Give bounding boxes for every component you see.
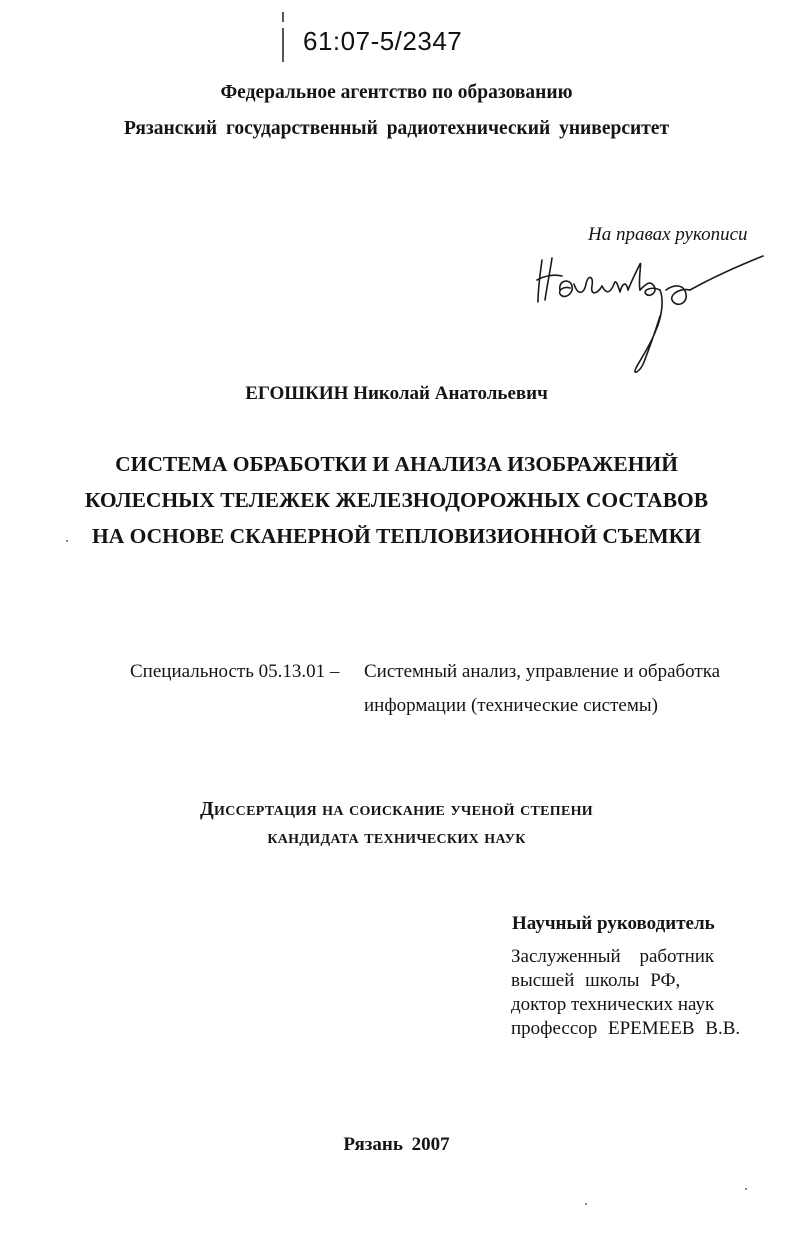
author-signature (528, 250, 778, 380)
manuscript-rights: На правах рукописи (588, 224, 748, 245)
specialty-name: Системный анализ, управление и обработка (364, 661, 721, 682)
scan-mark (282, 28, 284, 62)
catalog-number: 61:07-5/2347 (303, 26, 463, 56)
scan-speck (745, 1188, 747, 1190)
supervisor-detail: доктор технических наук (511, 994, 715, 1015)
scan-mark (282, 12, 284, 22)
thesis-title-line: СИСТЕМА ОБРАБОТКИ И АНАЛИЗА ИЗОБРАЖЕНИЙ (115, 452, 678, 476)
author-name: ЕГОШКИН Николай Анатольевич (245, 383, 548, 404)
specialty-code: Специальность 05.13.01 – (130, 661, 340, 682)
agency-name: Федеральное агентство по образованию (220, 82, 573, 103)
degree-statement: кандидата технических наук (267, 826, 526, 848)
thesis-title-line: НА ОСНОВЕ СКАНЕРНОЙ ТЕПЛОВИЗИОННОЙ СЪЕМКИ (92, 524, 701, 548)
degree-statement: Диссертация на соискание ученой степени (200, 798, 593, 820)
city-year: Рязань 2007 (343, 1134, 450, 1155)
supervisor-detail: Заслуженный работник (511, 946, 715, 967)
specialty-name: информации (технические системы) (364, 695, 658, 716)
supervisor-detail: высшей школы РФ, (511, 970, 681, 991)
scan-speck (66, 540, 68, 542)
scan-speck (585, 1203, 587, 1205)
supervisor-detail: профессор ЕРЕМЕЕВ В.В. (511, 1018, 741, 1039)
university-name: Рязанский государственный радиотехнический университет (123, 118, 670, 139)
thesis-title-line: КОЛЕСНЫХ ТЕЛЕЖЕК ЖЕЛЕЗНОДОРОЖНЫХ СОСТАВОВ (84, 488, 709, 512)
supervisor-heading: Научный руководитель (512, 913, 715, 934)
